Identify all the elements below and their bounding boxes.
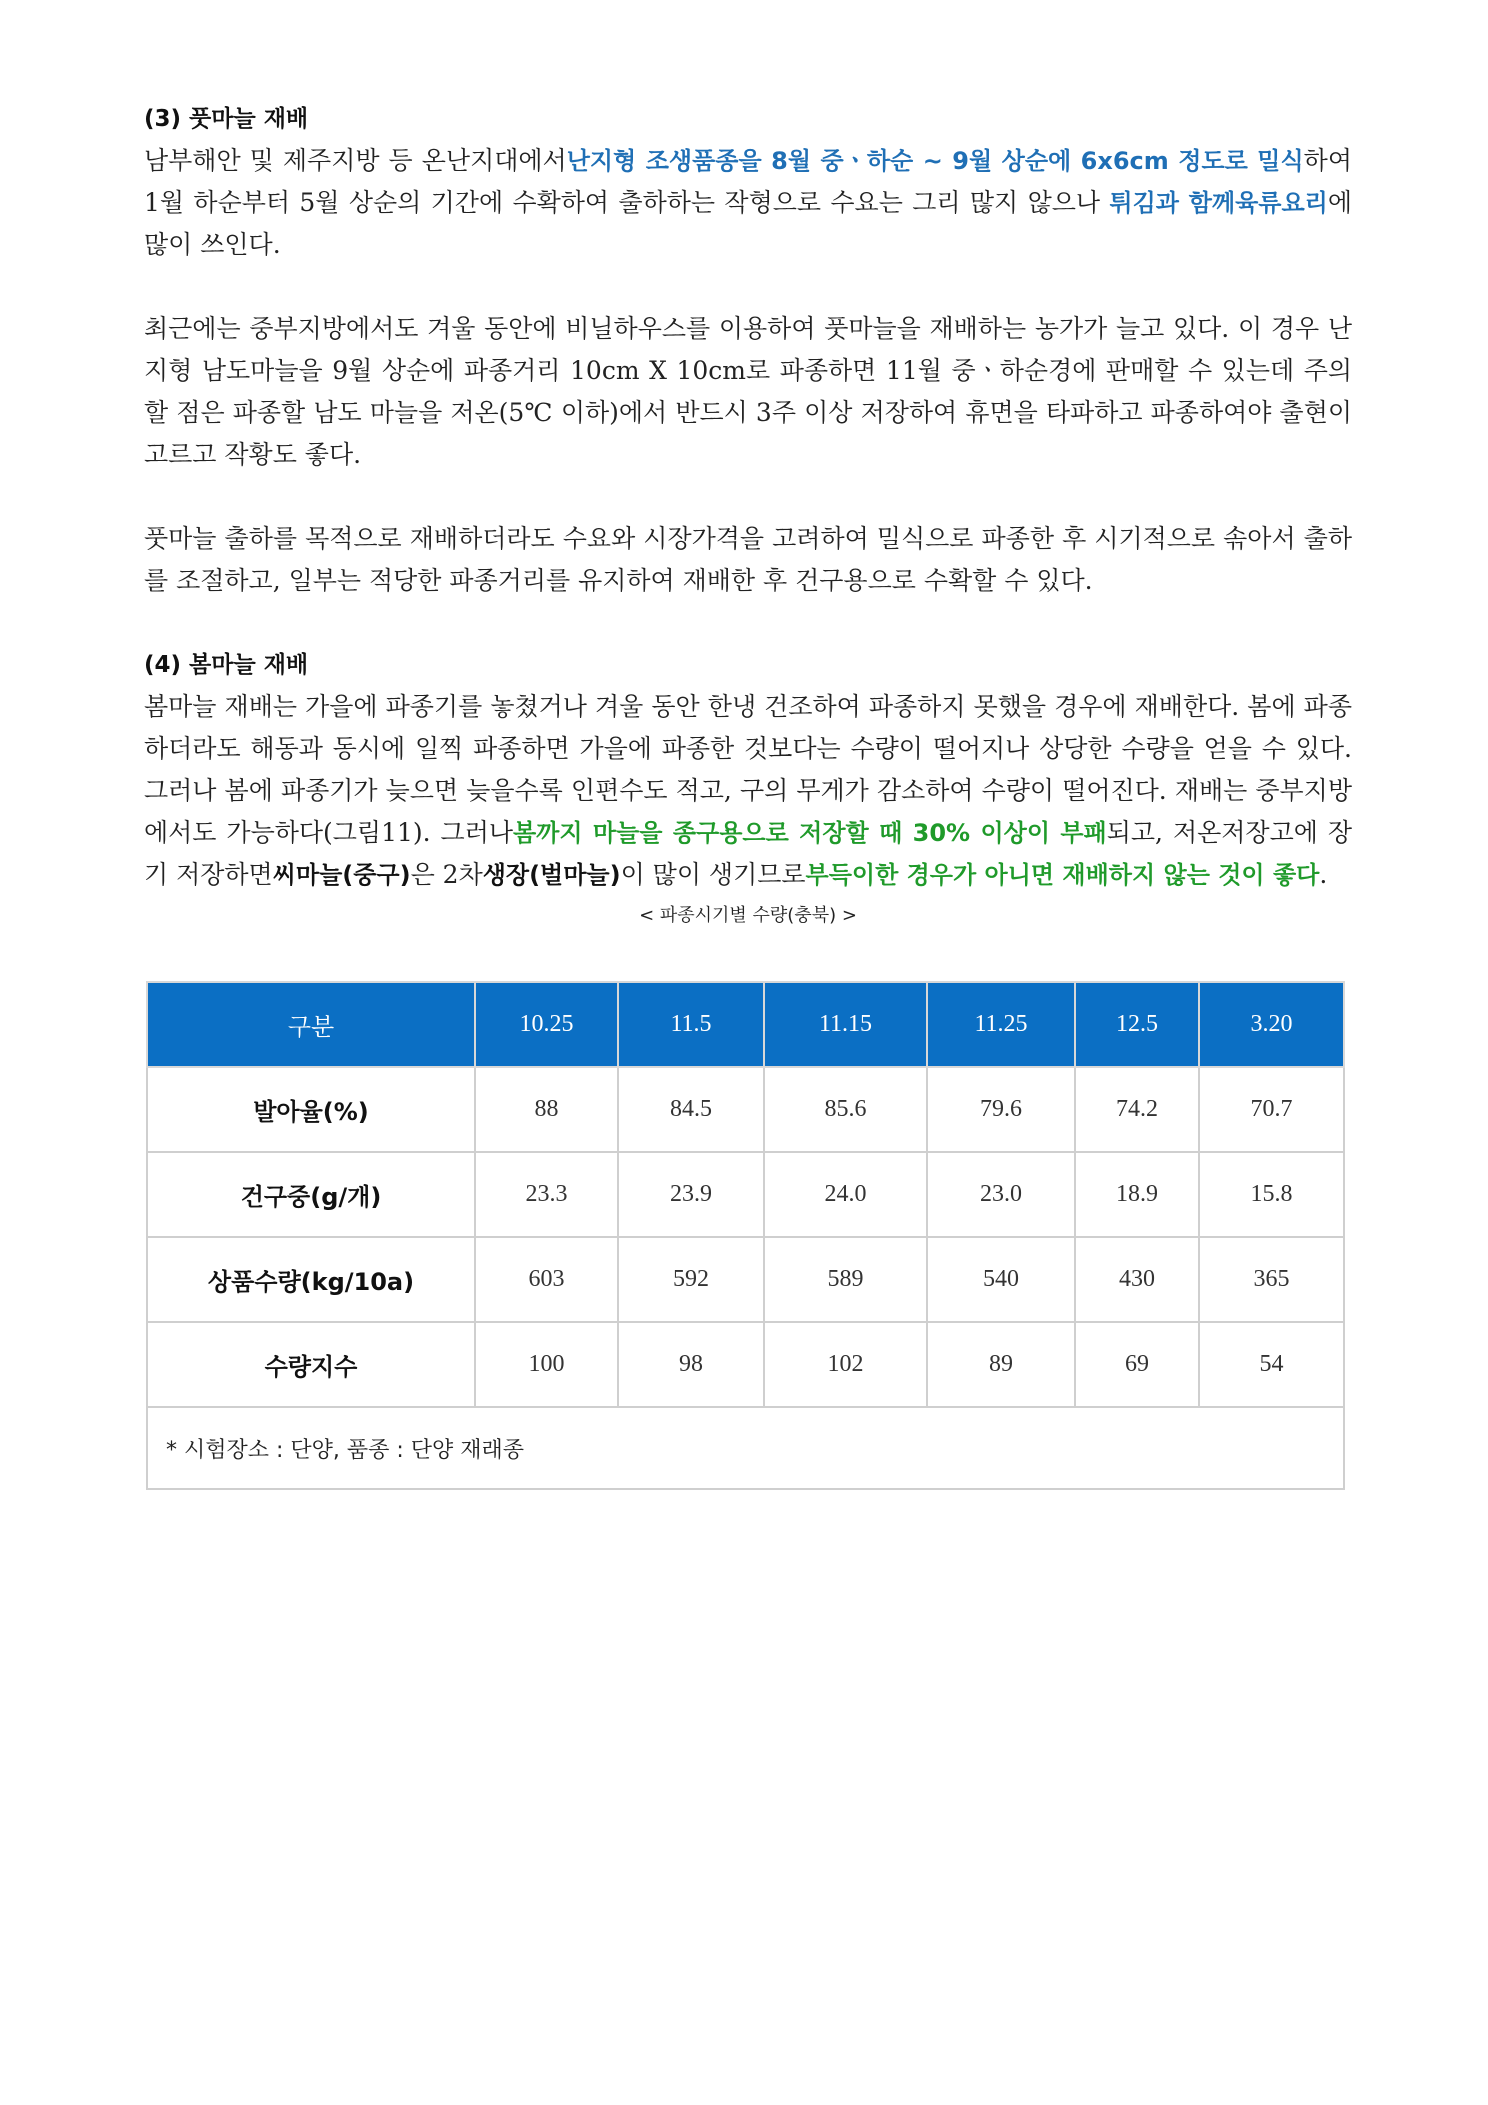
highlight-secondary-growth: 생장(벌마늘): [482, 861, 621, 889]
table-cell: 23.9: [618, 1152, 764, 1237]
table-cell: 70.7: [1199, 1067, 1344, 1152]
header-cell: 12.5: [1075, 982, 1199, 1067]
row-label: 발아율(%): [147, 1067, 475, 1152]
header-cell: 10.25: [475, 982, 618, 1067]
section-4-paragraph-1: [144, 686, 1352, 896]
table-cell: 98: [618, 1322, 764, 1407]
table-cell: 540: [927, 1237, 1075, 1322]
table-cell: 592: [618, 1237, 764, 1322]
text-run: 남부해안 및 제주지방 등 온난지대에서: [144, 146, 567, 175]
table-cell: 603: [475, 1237, 618, 1322]
table-cell: 430: [1075, 1237, 1199, 1322]
table-row: [147, 1152, 1344, 1237]
table-cell: 102: [764, 1322, 927, 1407]
text-run: 에많이 쓰인다.: [144, 188, 1353, 259]
row-label: 수량지수: [147, 1322, 475, 1407]
table-cell: 23.3: [475, 1152, 618, 1237]
table-cell: 79.6: [927, 1067, 1075, 1152]
table-cell: 365: [1199, 1237, 1344, 1322]
highlight-recommendation: 부득이한 경우가 아니면 재배하지 않는 것이 좋다: [805, 861, 1320, 889]
table-cell: 69: [1075, 1322, 1199, 1407]
text-run: 은 2차: [410, 860, 483, 889]
table-cell: 88: [475, 1067, 618, 1152]
row-label: 건구중(g/개): [147, 1152, 475, 1237]
table-row: [147, 1067, 1344, 1152]
table-cell: 24.0: [764, 1152, 927, 1237]
table-caption: < 파종시기별 수량(충북) >: [639, 905, 857, 926]
table-cell: 15.8: [1199, 1152, 1344, 1237]
table-cell: 84.5: [618, 1067, 764, 1152]
text-run: 봄마늘 재배는 가을에 파종기를 놓쳤거나 겨울 동안 한냉 건조하여 파종하지 못했을 경우에 재배한다. 봄에 파종하더라도 해동과 동시에 일찍 파종하면 가을에 파종한 것보다는 수량이 떨어지나 상당한 수량을 얻을 수 있다. 그러나 봄에 파종기가 늦으면 늦을수록 인편수도 적고, 구의 무게가 감소하여 수량이 떨어진다. 재배는 중부지방에서도 가능하다(그림11). 그러나: [144, 692, 1352, 847]
section-3-heading: (3) 풋마늘 재배: [144, 106, 309, 132]
header-cell: 구분: [147, 982, 475, 1067]
section-3-paragraph-2: 최근에는 중부지방에서도 겨울 동안에 비닐하우스를 이용하여 풋마늘을 재배하는 농가가 늘고 있다. 이 경우 난지형 남도마늘을 9월 상순에 파종거리 10cm X 10cm로 파종하면 11월 중ㆍ하순경에 판매할 수 있는데 주의할 점은 파종할 남도 마늘을 저온(5℃ 이하)에서 반드시 3주 이상 저장하여 휴면을 타파하고 파종하여야 출현이 고르고 작황도 좋다.: [144, 314, 1352, 469]
highlight-sowing: 난지형 조생품종을 8월 중ㆍ하순 ~ 9월 상순에 6x6cm 정도로 밀식: [566, 147, 1304, 175]
header-cell: 11.5: [618, 982, 764, 1067]
table-cell: 54: [1199, 1322, 1344, 1407]
table-note: * 시험장소 : 단양, 품종 : 단양 재래종: [147, 1407, 1344, 1489]
section-4-heading: (4) 봄마늘 재배: [144, 652, 309, 678]
table-cell: 100: [475, 1322, 618, 1407]
section-3-paragraph-3: 풋마늘 출하를 목적으로 재배하더라도 수요와 시장가격을 고려하여 밀식으로 파종한 후 시기적으로 솎아서 출하를 조절하고, 일부는 적당한 파종거리를 유지하여 재배한 후 건구용으로 수확할 수 있다.: [144, 524, 1352, 595]
text-run: 하여 1월 하순부터 5월 상순의 기간에 수확하여 출하하는 작형으로 수요는 그리 많지 않으나: [144, 146, 1352, 217]
table-note-row: [147, 1407, 1344, 1489]
table-cell: 18.9: [1075, 1152, 1199, 1237]
header-cell: 11.25: [927, 982, 1075, 1067]
table-cell: 74.2: [1075, 1067, 1199, 1152]
highlight-storage-rot: 봄까지 마늘을 종구용으로 저장할 때 30% 이상이 부패: [513, 819, 1107, 847]
table-header-row: [147, 982, 1344, 1067]
table-row: [147, 1237, 1344, 1322]
text-run: 이 많이 생기므로: [620, 860, 806, 889]
table-row: [147, 1322, 1344, 1407]
table-cell: 589: [764, 1237, 927, 1322]
header-cell: 11.15: [764, 982, 927, 1067]
document-body: [144, 98, 1352, 932]
table-cell: 85.6: [764, 1067, 927, 1152]
highlight-seed-garlic: 씨마늘(중구): [272, 861, 411, 889]
row-label: 상품수량(kg/10a): [147, 1237, 475, 1322]
section-3-paragraph-1: [144, 140, 1352, 266]
text-run: 되고, 저온저장고에 장기 저장하면: [144, 818, 1352, 889]
text-run: .: [1319, 860, 1328, 889]
yield-table: [146, 981, 1345, 1490]
table-cell: 89: [927, 1322, 1075, 1407]
highlight-usage: 튀김과 함께육류요리: [1109, 189, 1328, 217]
table-cell: 23.0: [927, 1152, 1075, 1237]
header-cell: 3.20: [1199, 982, 1344, 1067]
